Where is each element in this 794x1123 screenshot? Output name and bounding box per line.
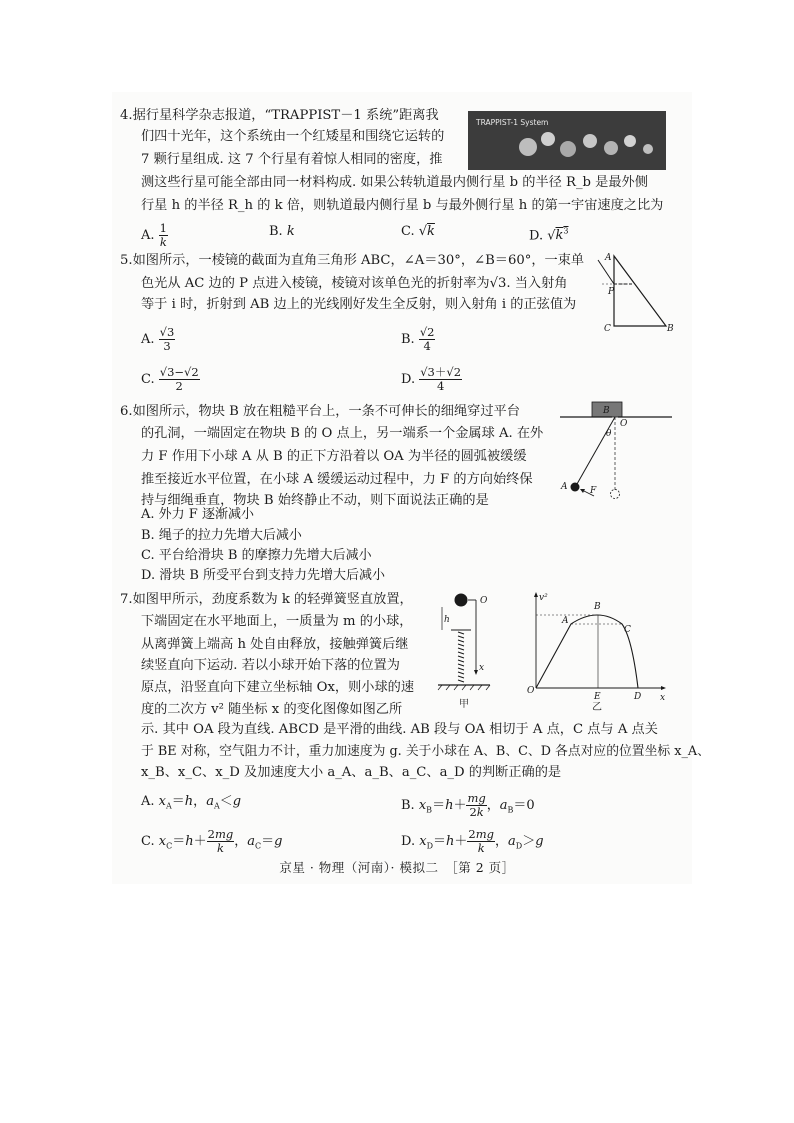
q6-line-4: 推至接近水平位置，在小球 A 缓缓运动过程中，力 F 的方向始终保	[141, 472, 533, 487]
svg-text:A: A	[561, 482, 568, 492]
trappist-photo	[468, 111, 666, 170]
q4-line-4: 测这些行星可能全部由同一材料构成. 如果公转轨道最内侧行星 b 的半径 R_b 是最外侧	[141, 175, 648, 190]
q4-option-c[interactable]: C. √k	[401, 224, 435, 239]
svg-text:B: B	[594, 602, 601, 612]
svg-text:B: B	[603, 406, 610, 416]
page-footer: 京星 · 物理（河南）· 模拟二 ［第 2 页］	[279, 860, 515, 875]
q4-line-2: 们四十光年，这个系统由一个红矮星和围绕它运转的	[141, 129, 445, 144]
prism-figure	[596, 248, 676, 336]
svg-text:P: P	[608, 287, 615, 297]
svg-text:B: B	[667, 324, 674, 334]
q7-line-2: 下端固定在水平地面上，一质量为 m 的小球，	[141, 614, 413, 629]
q4-line-1: 4.据行星科学杂志报道，“TRAPPIST－1 系统”距离我	[120, 108, 439, 123]
svg-text:A: A	[605, 253, 612, 263]
q7-line-6: 度的二次方 v² 随坐标 x 的变化图像如图乙所	[141, 702, 403, 717]
q4-option-d[interactable]: D. $√k^3$	[529, 227, 569, 244]
q7-option-d[interactable]: D. $x_D=h+$ $\frac{2mg}{k}$ ，$a_D>g$	[401, 827, 544, 855]
q5-option-c[interactable]: C. $\frac{√3-√2}{2}$	[141, 365, 199, 393]
q6-line-2: 的孔洞，一端固定在物块 B 的 O 点上，另一端系一个金属球 A. 在外	[141, 426, 544, 441]
photo-caption: TRAPPIST-1 System	[476, 118, 549, 127]
q7-line-7: 示. 其中 OA 段为直线. ABCD 是平滑的曲线. AB 段与 OA 相切于 A 点，C 点与 A 点关	[141, 722, 658, 737]
q4-line-5: 行星 h 的半径 R_h 的 k 倍，则轨道最内侧行星 b 与最外侧行星 h 的第一宇宙速度之比为	[141, 198, 664, 213]
q5-option-d[interactable]: D. $\frac{√3+√2}{4}$	[401, 365, 462, 393]
q6-option-c[interactable]: C. 平台给滑块 B 的摩擦力先增大后减小	[141, 548, 372, 563]
platform-figure	[560, 398, 672, 504]
svg-text:x: x	[479, 663, 485, 673]
q4-line-3: 7 颗行星组成. 这 7 个行星有着惊人相同的密度，推	[141, 152, 443, 167]
svg-text:O: O	[480, 596, 488, 606]
svg-text:x: x	[660, 693, 666, 703]
svg-text:O: O	[527, 686, 535, 696]
svg-text:A: A	[562, 616, 569, 626]
svg-text:θ: θ	[606, 429, 612, 439]
svg-text:乙: 乙	[592, 702, 602, 712]
svg-text:E: E	[594, 692, 601, 702]
q4-option-b[interactable]: B. k	[269, 224, 295, 239]
svg-text:D: D	[634, 692, 642, 702]
svg-text:C: C	[624, 625, 631, 635]
spring-figure-jia	[436, 588, 504, 710]
svg-text:h: h	[444, 615, 450, 625]
q6-line-5: 持与细绳垂直，物块 B 始终静止不动，则下面说法正确的是	[141, 493, 489, 508]
svg-text:C: C	[604, 324, 611, 334]
q5-option-a[interactable]: A. $\frac{√3}{3}$	[141, 325, 175, 353]
q5-option-b[interactable]: B. $\frac{√2}{4}$	[401, 325, 435, 353]
q5-line-1: 5.如图所示，一棱镜的截面为直角三角形 ABC，∠A＝30°，∠B＝60°，一束单	[120, 253, 585, 268]
q7-line-3: 从离弹簧上端高 h 处自由释放，接触弹簧后继	[141, 637, 409, 652]
svg-text:O: O	[620, 419, 628, 429]
q5-line-2: 色光从 AC 边的 P 点进入棱镜，棱镜对该单色光的折射率为√3. 当入射角	[141, 276, 568, 291]
q6-line-1: 6.如图所示，物块 B 放在粗糙平台上，一条不可伸长的细绳穿过平台	[120, 404, 520, 419]
q6-line-3: 力 F 作用下小球 A 从 B 的正下方沿着以 OA 为半径的圆弧被缓缓	[141, 449, 527, 464]
q7-option-b[interactable]: B. $x_B=h+$ $\frac{mg}{2k}$ ，$a_B=0$	[401, 791, 535, 819]
svg-text:v²: v²	[539, 593, 548, 603]
svg-text:甲: 甲	[459, 699, 469, 710]
q7-option-c[interactable]: C. $x_C=h+$ $\frac{2mg}{k}$ ，$a_C=g$	[141, 827, 283, 855]
q7-line-1: 7.如图甲所示，劲度系数为 k 的轻弹簧竖直放置，	[120, 592, 413, 607]
q7-line-5: 原点，沿竖直向下建立坐标轴 Ox，则小球的速	[141, 680, 415, 695]
q7-line-4: 续竖直向下运动. 若以小球开始下落的位置为	[141, 658, 400, 673]
q6-option-b[interactable]: B. 绳子的拉力先增大后减小	[141, 528, 302, 543]
q7-option-a[interactable]: A. $x_A=h$，$a_A<g$	[141, 794, 242, 811]
q4-option-a[interactable]: A. $\frac{1}{k}$	[141, 221, 167, 249]
q6-option-a[interactable]: A. 外力 F 逐渐减小	[141, 507, 254, 522]
q7-line-8: 于 BE 对称，空气阻力不计，重力加速度为 g. 关于小球在 A、B、C、D 各点对应的位置坐标 x_A、	[141, 744, 710, 759]
svg-text:F: F	[590, 486, 597, 496]
v2-x-graph-yi	[526, 590, 672, 712]
q5-line-3: 等于 i 时，折射到 AB 边上的光线刚好发生全反射，则入射角 i 的正弦值为	[141, 297, 577, 312]
q7-line-9: x_B、x_C、x_D 及加速度大小 a_A、a_B、a_C、a_D 的判断正确的是	[141, 765, 562, 780]
q6-option-d[interactable]: D. 滑块 B 所受平台到支持力先增大后减小	[141, 568, 386, 583]
